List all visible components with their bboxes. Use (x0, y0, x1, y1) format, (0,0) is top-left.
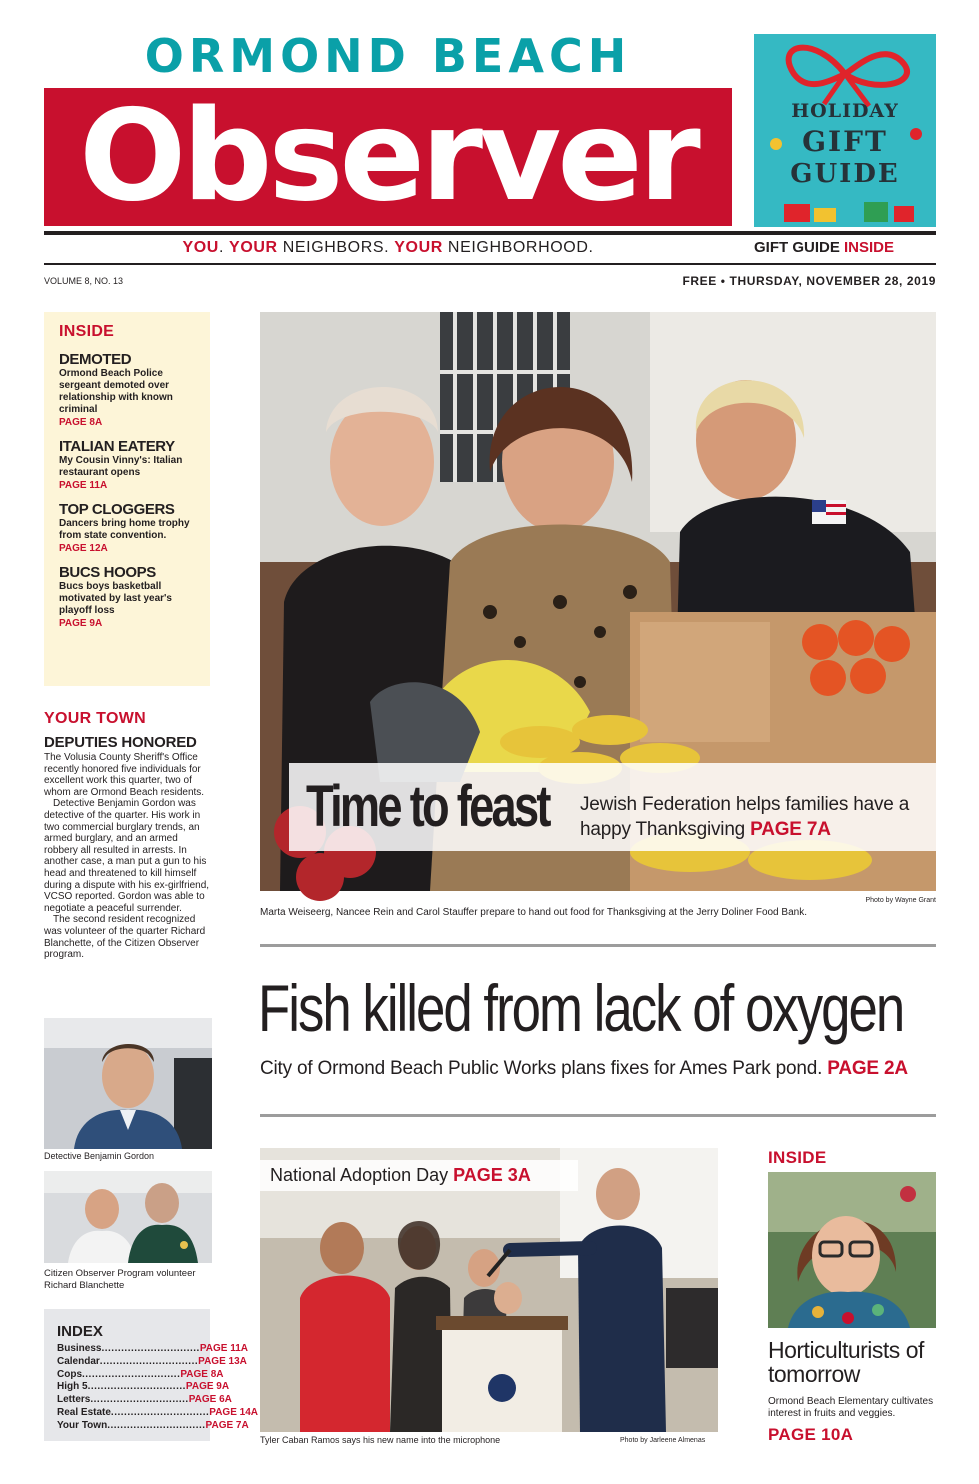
right-inside-title: INSIDE (768, 1148, 827, 1167)
tagline-part: YOUR (229, 239, 278, 256)
volume-number: VOLUME 8, NO. 13 (44, 276, 124, 286)
tagline-part: NEIGHBORS. (277, 239, 395, 256)
index-leader: .............................. (107, 1419, 206, 1431)
inside-item[interactable] (59, 439, 196, 492)
index-row[interactable] (57, 1343, 248, 1356)
index-leader: .............................. (82, 1368, 181, 1380)
lead-page-ref: PAGE 7A (750, 819, 831, 840)
index-leader: .............................. (101, 1343, 200, 1354)
gift-guide-caption[interactable] (754, 238, 936, 258)
inside-box (44, 312, 210, 686)
lead-deck[interactable] (580, 792, 930, 842)
body-paragraph: The second resident recognized was volunteer of the quarter Richard Blanchette, of the Citizen Observer program. (44, 914, 206, 961)
gift-guide-suffix: INSIDE (844, 239, 895, 256)
index-box (44, 1309, 259, 1441)
index-row[interactable] (57, 1368, 224, 1382)
inside-item-text: Dancers bring home trophy from state convention. (59, 518, 190, 541)
masthead-rule (44, 231, 936, 235)
inside-item-text: Ormond Beach Police sergeant demoted over relationship with known criminal (59, 368, 173, 415)
horticulture-deck: Ormond Beach Elementary cultivates interest in fruits and veggies. (768, 1396, 934, 1419)
gift-art-line: GIFT (802, 125, 888, 158)
horticulture-headline[interactable]: Horticulturists of tomorrow (768, 1337, 924, 1387)
index-leader: .............................. (90, 1394, 189, 1406)
horticulture-page-ref[interactable]: PAGE 10A (768, 1425, 854, 1444)
masthead-name: Observer (79, 82, 697, 229)
inside-item-page[interactable]: PAGE 8A (59, 417, 103, 428)
index-row[interactable] (57, 1406, 259, 1420)
dateline: FREE • THURSDAY, NOVEMBER 28, 2019 (682, 274, 936, 288)
index-section: Business (57, 1343, 102, 1354)
inside-item[interactable] (59, 352, 196, 429)
section-rule (260, 1114, 936, 1117)
tagline-part: YOUR (394, 239, 443, 256)
your-town-title: YOUR TOWN (44, 710, 146, 727)
index-row[interactable] (57, 1419, 249, 1433)
tagline (44, 237, 732, 259)
index-row[interactable] (57, 1381, 230, 1394)
index-page: PAGE 8A (180, 1368, 224, 1380)
index-section: Letters (57, 1394, 91, 1406)
body-paragraph: Detective Benjamin Gordon was detective of the quarter. His work in two commercial burglary trends, an armed burglary, and an armed robbery all resulted in arrests. In another case, a man put a gun to his head and threatened to kill himself during a dispute with his ex-girlfriend, VCSO reported. Gordon was able to negotiate a peaceful surrender. (44, 798, 210, 914)
index-page: PAGE 7A (205, 1419, 249, 1431)
inside-item-page[interactable]: PAGE 11A (59, 480, 108, 491)
photo-caption: Detective Benjamin Gordon (44, 1151, 155, 1161)
index-page: PAGE 11A (199, 1343, 248, 1354)
body-paragraph: The Volusia County Sheriff's Office recently honored five individuals for excellent work this quarter, two of whom are Ormond Beach residents. (44, 752, 205, 798)
index-leader: .............................. (99, 1355, 199, 1367)
index-page: PAGE 14A (209, 1406, 259, 1418)
masthead-name-block (44, 82, 732, 229)
photo-credit: Photo by Jarleene Almenas (620, 1437, 706, 1444)
index-section: Cops (57, 1368, 82, 1380)
inside-item-page[interactable]: PAGE 12A (59, 543, 108, 554)
lead-headline[interactable]: Time to feast (306, 774, 549, 839)
index-leader: .............................. (110, 1406, 210, 1418)
gift-art-line: HOLIDAY (791, 100, 899, 122)
masthead-town: ORMOND BEACH (144, 29, 632, 83)
inside-item-text: My Cousin Vinny's: Italian restaurant opens (59, 455, 183, 478)
your-town-body (44, 752, 212, 961)
inside-item[interactable] (59, 565, 196, 630)
index-page: PAGE 6A (188, 1394, 232, 1406)
index-section: Your Town (57, 1419, 108, 1431)
tagline-part: NEIGHBORHOOD. (442, 239, 594, 256)
tagline-part: . (218, 239, 230, 256)
photo-detective-gordon (44, 1018, 212, 1149)
second-headline[interactable]: Fish killed from lack of oxygen (258, 971, 904, 1045)
second-deck-text: City of Ormond Beach Public Works plans fixes for Ames Park pond. (260, 1058, 828, 1079)
lead-photo-caption: Marta Weiseerg, Nancee Rein and Carol Stauffer prepare to hand out food for Thanksgiving at the Jerry Doliner Food Bank. (260, 907, 807, 918)
index-row[interactable] (57, 1355, 247, 1369)
index-row[interactable] (57, 1394, 232, 1407)
inside-item-page[interactable]: PAGE 9A (59, 618, 103, 629)
index-section: Real Estate (57, 1406, 111, 1418)
tagline-part: YOU (182, 239, 219, 256)
index-section: High 5 (57, 1381, 88, 1393)
adoption-label[interactable] (270, 1163, 531, 1188)
adoption-caption: Tyler Caban Ramos says his new name into the microphone (260, 1435, 501, 1445)
index-section: Calendar (57, 1355, 100, 1367)
inside-item-head: TOP CLOGGERS (59, 501, 175, 518)
inside-item-head: ITALIAN EATERY (59, 438, 175, 455)
inside-item-head: BUCS HOOPS (59, 564, 156, 581)
dateline-rule (44, 263, 936, 265)
photo-richard-blanchette (44, 1171, 212, 1263)
gift-art-line: GUIDE (790, 159, 900, 189)
index-title: INDEX (57, 1323, 103, 1340)
second-deck[interactable] (260, 1057, 908, 1081)
adoption-page-ref: PAGE 3A (453, 1165, 531, 1185)
index-page: PAGE 13A (198, 1355, 247, 1367)
second-page-ref: PAGE 2A (827, 1058, 908, 1079)
gift-guide-prefix: GIFT GUIDE (754, 239, 844, 256)
index-page: PAGE 9A (185, 1381, 230, 1393)
adoption-label-text: National Adoption Day (270, 1165, 454, 1185)
photo-credit: Photo by Wayne Grant (865, 897, 936, 904)
inside-item-head: DEMOTED (59, 351, 132, 368)
your-town-headline[interactable]: DEPUTIES HONORED (44, 734, 197, 751)
index-leader: .............................. (87, 1381, 186, 1393)
lead-deck-text: Jewish Federation helps families have a happy Thanksgiving (580, 794, 910, 840)
horticulture-photo (768, 1172, 936, 1328)
inside-title: INSIDE (59, 323, 115, 340)
photo-caption: Citizen Observer Program volunteer Richard Blanchette (44, 1268, 196, 1291)
section-rule (260, 944, 936, 947)
inside-item-text: Bucs boys basketball motivated by last year's playoff loss (59, 581, 172, 616)
gift-guide-art[interactable] (754, 34, 936, 227)
inside-item[interactable] (59, 502, 196, 555)
